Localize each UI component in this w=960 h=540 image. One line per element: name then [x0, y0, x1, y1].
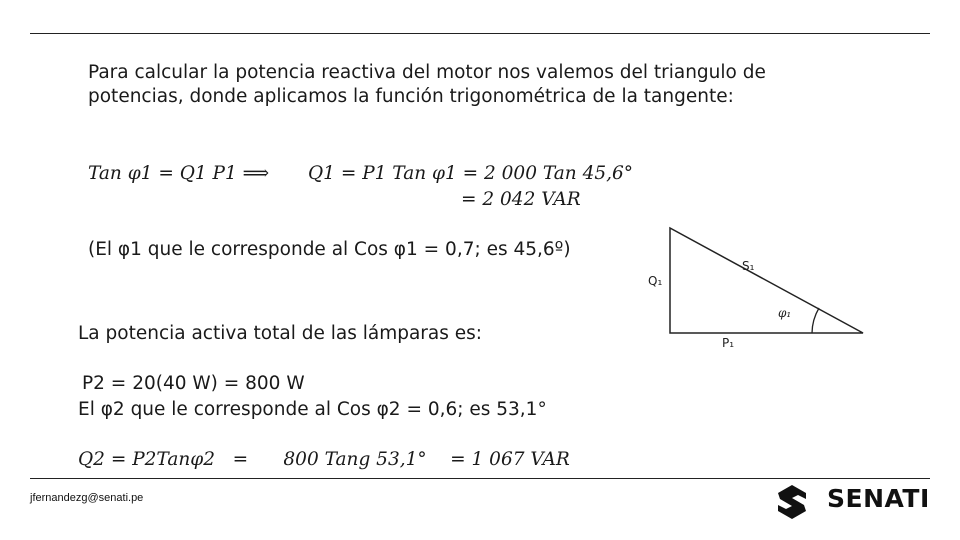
phi2-note: El φ2 que le corresponde al Cos φ2 = 0,6; es 53,1° [78, 399, 547, 420]
triangle-shape [670, 228, 863, 333]
label-p1: P₁ [722, 336, 735, 350]
lamps-heading: La potencia activa total de las lámparas es: [78, 323, 483, 344]
power-triangle-diagram [640, 220, 880, 350]
angle-arc [812, 308, 819, 333]
p2-equation: P2 = 20(40 W) = 800 W [82, 373, 305, 394]
brand-name: SENATI [827, 484, 930, 513]
phi1-note: (El φ1 que le corresponde al Cos φ1 = 0,7; es 45,6º) [88, 239, 571, 260]
equation-tangent-phi1: Tan φ1 = Q1 P1 ⟹ [88, 163, 270, 184]
equation-q1: Q1 = P1 Tan φ1 = 2 000 Tan 45,6° [308, 163, 634, 184]
label-s1: S₁ [742, 259, 755, 273]
label-q1: Q₁ [648, 274, 663, 288]
intro-paragraph: Para calcular la potencia reactiva del motor nos valemos del triangulo de potencias, donde aplicamos la función trigonométrica de la tangente: [88, 62, 766, 107]
label-phi1: φ₁ [778, 306, 792, 320]
footer-email: jfernandezg@senati.pe [30, 492, 144, 504]
equation-q1-result: = 2 042 VAR [461, 189, 581, 210]
footer-rule [30, 478, 930, 479]
q2-equation: Q2 = P2Tanφ2 = 800 Tang 53,1° = 1 067 VAR [78, 449, 570, 470]
header-rule [30, 33, 930, 34]
